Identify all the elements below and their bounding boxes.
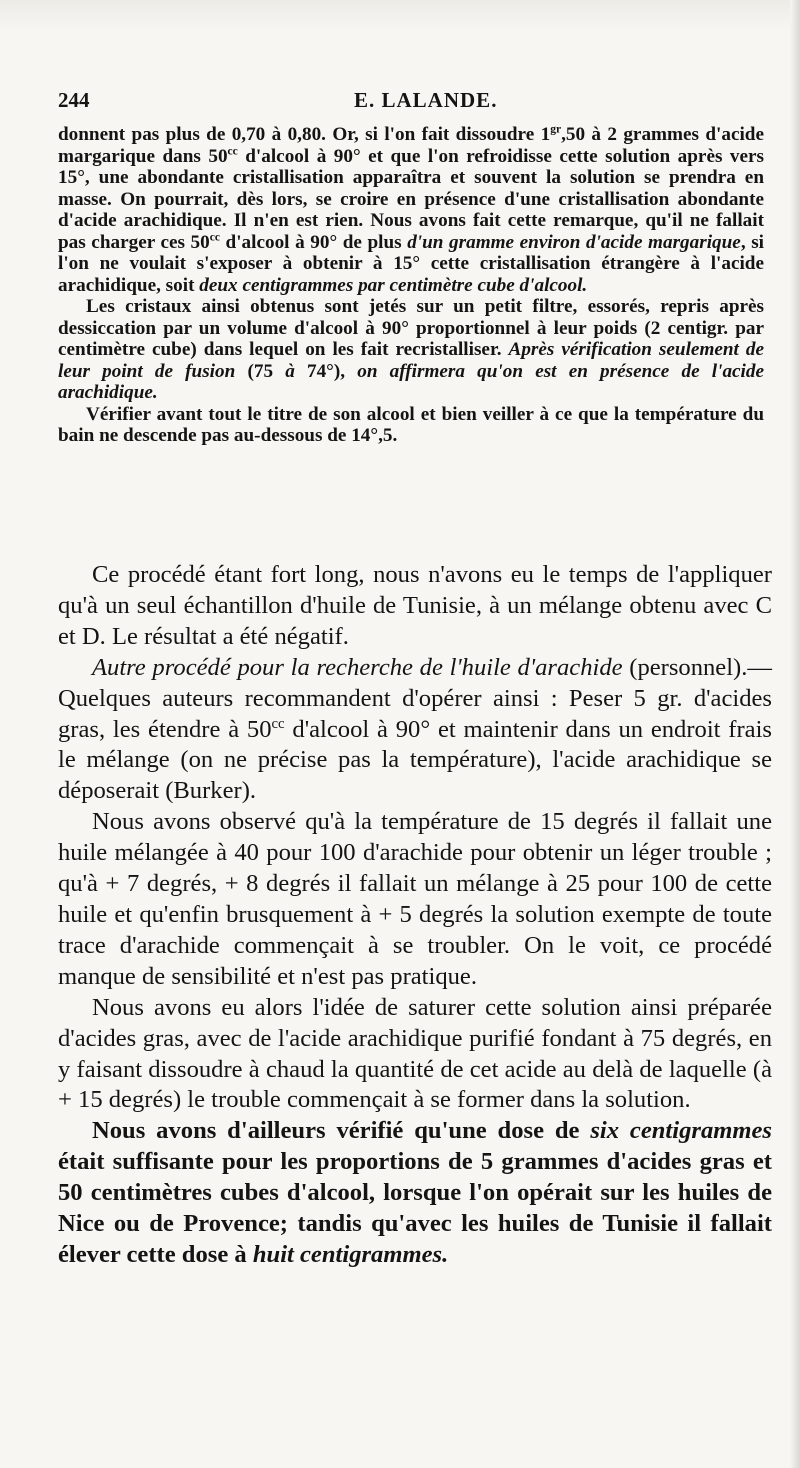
text-run: (personnel).— Quelques auteurs recommandent d'opérer ainsi : Peser 5 gr. d'acides gras, les étendre à 50 bbox=[58, 653, 772, 743]
italic-run: on affirmera qu'on est en présence de l'acide arachidique. bbox=[58, 360, 764, 403]
text-run: (75 bbox=[235, 360, 286, 382]
superscript: cc bbox=[209, 231, 220, 244]
italic-run: Autre procédé pour la recherche de l'huile d'arachide bbox=[92, 653, 623, 681]
text-run: ,50 à 2 grammes d'acide margarique dans 50 bbox=[58, 124, 764, 167]
main-paragraph-4: Nous avons eu alors l'idée de saturer cette solution ainsi préparée d'acides gras, avec de l'acide arachidique purifié fondant à 75 degrés, en y faisant dissoudre à chaud la quantité de cet acide au delà de laquelle (à + 15 degrés) le trouble commençait à se former dans la solution. bbox=[58, 993, 772, 1114]
small-print-section bbox=[58, 124, 764, 447]
running-title: E. LALANDE. bbox=[354, 88, 498, 112]
page-header bbox=[58, 88, 764, 122]
text-run: Les cristaux ainsi obtenus sont jetés sur un petit filtre, essorés, repris après dessiccation par un volume d'alcool à 90° proportionnel à leur poids (2 centigr. par centimètre cube) dans lequel on les fait recristalliser. bbox=[58, 296, 764, 360]
text-run: d'alcool à 90° de plus bbox=[219, 231, 408, 253]
main-paragraph-1: Ce procédé étant fort long, nous n'avons eu le temps de l'appliquer qu'à un seul échantillon d'huile de Tunisie, à un mélange obtenu avec C et D. Le résultat a été négatif. bbox=[58, 561, 772, 650]
italic-run: à bbox=[285, 360, 295, 382]
superscript: cc bbox=[271, 715, 285, 732]
text-run: 74°), bbox=[294, 360, 358, 382]
italic-run: d'un gramme environ d'acide margarique bbox=[407, 231, 741, 253]
small-paragraph-3: Vérifier avant tout le titre de son alcool et bien veiller à ce que la température du bain ne descende pas au-dessous de 14°,5. bbox=[58, 403, 764, 446]
italic-run: Après vérification seulement de leur point de fusion bbox=[58, 339, 764, 382]
italic-run: six centigrammes bbox=[590, 1117, 773, 1145]
text-run: d'alcool à 90° et que l'on refroidisse cette solution après vers 15°, une abondante cristallisation apparaîtra et souvent la solution se prendra en masse. On pourrait, dès lors, se croire en présence d'une cristallisation abondante d'acide arachidique. Il n'en est rien. Nous avons fait cette remarque, qu'il ne fallait pas charger ces 50 bbox=[58, 145, 765, 253]
text-run: donnent pas plus de 0,70 à 0,80. Or, si l'on fait dissoudre 1 bbox=[58, 124, 551, 145]
main-paragraph-2 bbox=[58, 653, 772, 808]
superscript: cc bbox=[227, 145, 238, 158]
text-run: d'alcool à 90° et maintenir dans un endroit frais le mélange (on ne précise pas la température), l'acide arachidique se déposerait (Burker). bbox=[58, 715, 772, 805]
text-run: , si l'on ne voulait s'exposer à obtenir à 15° cette cristallisation étrangère à l'acide arachidique, soit bbox=[58, 231, 764, 296]
main-paragraph-3: Nous avons observé qu'à la température de 15 degrés il fallait une huile mélangée à 40 pour 100 d'arachide pour obtenir un léger trouble ; qu'à + 7 degrés, + 8 degrés il fallait un mélange à 25 pour 100 de cette huile et qu'enfin brusquement à + 5 degrés la solution exempte de toute trace d'arachide commençait à se troubler. On le voit, ce procédé manque de sensibilité et n'est pas pratique. bbox=[58, 808, 772, 990]
text-run: Nous avons d'ailleurs vérifié qu'une dose de bbox=[92, 1117, 591, 1145]
italic-run: huit centigrammes. bbox=[252, 1240, 449, 1268]
superscript: gr bbox=[550, 123, 562, 136]
main-paragraph-5 bbox=[58, 1116, 772, 1271]
page-number: 244 bbox=[58, 88, 90, 112]
italic-run: deux centigrammes par centimètre cube d'alcool. bbox=[199, 274, 588, 296]
small-paragraph-1 bbox=[58, 124, 764, 296]
page-spine-shadow bbox=[790, 0, 800, 1468]
small-paragraph-2 bbox=[58, 296, 764, 404]
main-text-section bbox=[58, 560, 772, 1271]
text-run: était suffisante pour les proportions de 5 grammes d'acides gras et 50 centimètres cubes d'alcool, lorsque l'on opérait sur les huiles de Nice ou de Provence; tandis qu'avec les huiles de Tunisie il fallait élever cette dose à bbox=[58, 1148, 772, 1268]
